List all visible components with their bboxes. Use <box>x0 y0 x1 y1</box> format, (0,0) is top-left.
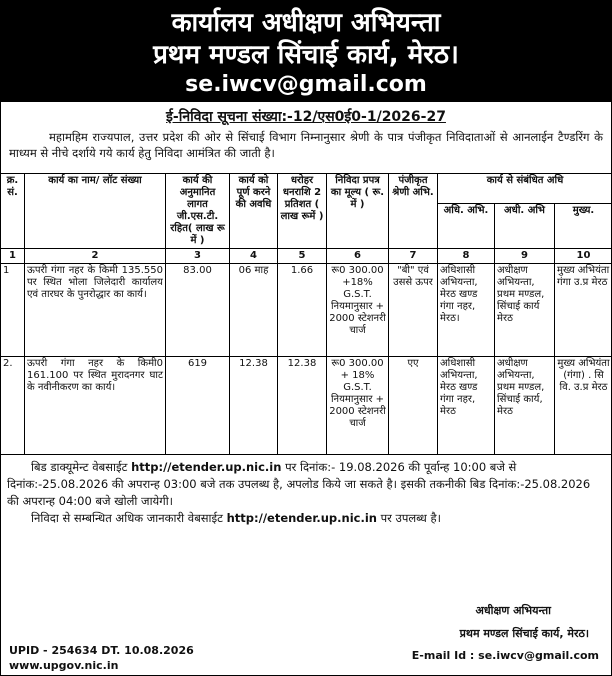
info-text-a: निविदा से सम्बन्धित अधिक जानकारी वेबसाईट <box>31 511 227 525</box>
header-banner <box>1 1 611 102</box>
col-number: 6 <box>327 249 389 264</box>
header-row <box>1 174 612 204</box>
row-ae: अधीक्षण अभियन्ता, प्रथम मण्डल, सिंचाई कार्य मेरठ <box>495 264 555 357</box>
division-title: प्रथम मण्डल सिंचाई कार्य, मेरठ। <box>153 40 459 70</box>
header-email: se.iwcv@gmail.com <box>185 72 427 97</box>
email-address[interactable]: se.iwcv@gmail.com <box>478 649 599 662</box>
row-sno: 2. <box>1 357 25 455</box>
bid-text-b: पर दिनांक:- 19.08.2026 की पूर्वान्ह 10:00 बजे से दिनांक:-25.08.2026 की अपरान्ह 03:00 बजे तक उपलब्ध है, अपलोड किये जा सकते है। इसकी तकनीकी बिड दिनांक:-25.08.2026 की अपरान्ह 04:00 बजे खोली जायेगी। <box>7 460 591 508</box>
col-class-header: पंजीकृत श्रेणी अभि. <box>389 174 438 249</box>
info-website-link[interactable]: http://etender.up.nic.in <box>226 511 377 525</box>
table-row <box>1 264 612 357</box>
footer-text <box>1 455 611 527</box>
row-class: "बी" एवं उससे ऊपर <box>389 264 438 357</box>
col-number: 3 <box>166 249 230 264</box>
signatory-office: प्रथम मण्डल सिंचाई कार्य, मेरठ। <box>459 627 589 640</box>
column-number-row <box>1 249 612 264</box>
row-fee: रू0 300.00 + 18% G.S.T. नियमानुसार + 2000 स्टेशनरी चार्ज <box>327 357 389 455</box>
col-officers-header: कार्य से संबंधित अधि <box>438 174 612 204</box>
col-number: 8 <box>438 249 495 264</box>
row-ce: मुख्य अभियंता गंगा उ.प्र मेरठ <box>555 264 612 357</box>
row-ee: अधिशासी अभियन्ता, मेरठ खण्ड गंगा नहर, मेरठ <box>438 357 495 455</box>
tender-website-link[interactable]: http://etender.up.nic.in <box>131 460 282 474</box>
col-work-header: कार्य का नाम/ लॉट संख्या <box>25 174 166 249</box>
table-row <box>1 357 612 455</box>
row-work: ऊपरी गंगा नहर के किमी0 161.100 पर स्थित मुरादनगर घाट के नवीनीकरण का कार्य। <box>25 357 166 455</box>
col-number: 10 <box>555 249 612 264</box>
row-duration: 06 माह <box>230 264 278 357</box>
signatory-title: अधीक्षण अभियन्ता <box>475 604 551 617</box>
col-number: 1 <box>1 249 25 264</box>
row-duration: 12.38 <box>230 357 278 455</box>
col-sno-header: क्र. सं. <box>1 174 25 249</box>
office-title: कार्यालय अधीक्षण अभियन्ता <box>171 8 441 38</box>
col-number: 5 <box>278 249 327 264</box>
row-ee: अधिशासी अभियन्ता, मेरठ खण्ड गंगा नहर, मेरठ। <box>438 264 495 357</box>
more-info-paragraph <box>7 510 605 527</box>
row-ce: मुख्य अभियंता (गंगा) . सि वि. उ.प्र मेरठ <box>555 357 612 455</box>
row-emd: 12.38 <box>278 357 327 455</box>
row-ae: अधीक्षण अभियन्ता, प्रथम मण्डल, सिंचाई कार्य, मेरठ <box>495 357 555 455</box>
bid-text-a: बिड डाक्यूमेन्ट वेबसाईट <box>31 460 132 474</box>
col-emd-header: धरोहर धनराशि 2 प्रतिशत ( लाख रूमें ) <box>278 174 327 249</box>
row-emd: 1.66 <box>278 264 327 357</box>
row-class: एए <box>389 357 438 455</box>
info-text-b: पर उपलब्ध है। <box>376 511 441 525</box>
col-number: 4 <box>230 249 278 264</box>
col-number: 9 <box>495 249 555 264</box>
row-cost: 83.00 <box>166 264 230 357</box>
col-number: 2 <box>25 249 166 264</box>
tender-number: ई-निविदा सूचना संख्या:-12/एस0ई0-1/2026-27 <box>166 109 446 125</box>
col-ae-header: अधी. अभि <box>495 204 555 249</box>
col-cost-header: कार्य की अनुमानित लागत जी.एस.टी. रहित( लाख रू में ) <box>166 174 230 249</box>
website[interactable]: www.upgov.nic.in <box>9 659 119 672</box>
bid-schedule-paragraph <box>7 459 605 510</box>
tender-table <box>0 173 612 455</box>
row-work: ऊपरी गंगा नहर के किमी 135.550 पर स्थित भोला जिलेदारी कार्यालय एवं तारघर के पुनरोद्धार का कार्य। <box>25 264 166 357</box>
email-label: E-mail Id : <box>411 649 479 662</box>
row-sno: 1 <box>1 264 25 357</box>
col-ee-header: अधि. अभि. <box>438 204 495 249</box>
col-fee-header: निविदा प्रपत्र का मूल्य ( रू. में ) <box>327 174 389 249</box>
upid-reference: UPID - 254634 DT. 10.08.2026 <box>9 644 194 657</box>
col-ce-header: मुख्य. <box>555 204 612 249</box>
col-number: 7 <box>389 249 438 264</box>
row-fee: रू0 300.00 +18% G.S.T. नियमानुसार + 2000 स्टेशनरी चार्ज <box>327 264 389 357</box>
intro-paragraph: महामहिम राज्यपाल, उत्तर प्रदेश की ओर से सिंचाई विभाग निम्नानुसार श्रेणी के पात्र पंजीकृत निविदाताओं से आनलाईन टैण्डरिंग के माध्यम से नीचे दर्शाये गये कार्य हेतु निविदा आमंत्रित की जाती है। <box>9 130 603 160</box>
row-cost: 619 <box>166 357 230 455</box>
email-contact <box>412 649 599 662</box>
col-duration-header: कार्य को पूर्ण करने की अवधि <box>230 174 278 249</box>
